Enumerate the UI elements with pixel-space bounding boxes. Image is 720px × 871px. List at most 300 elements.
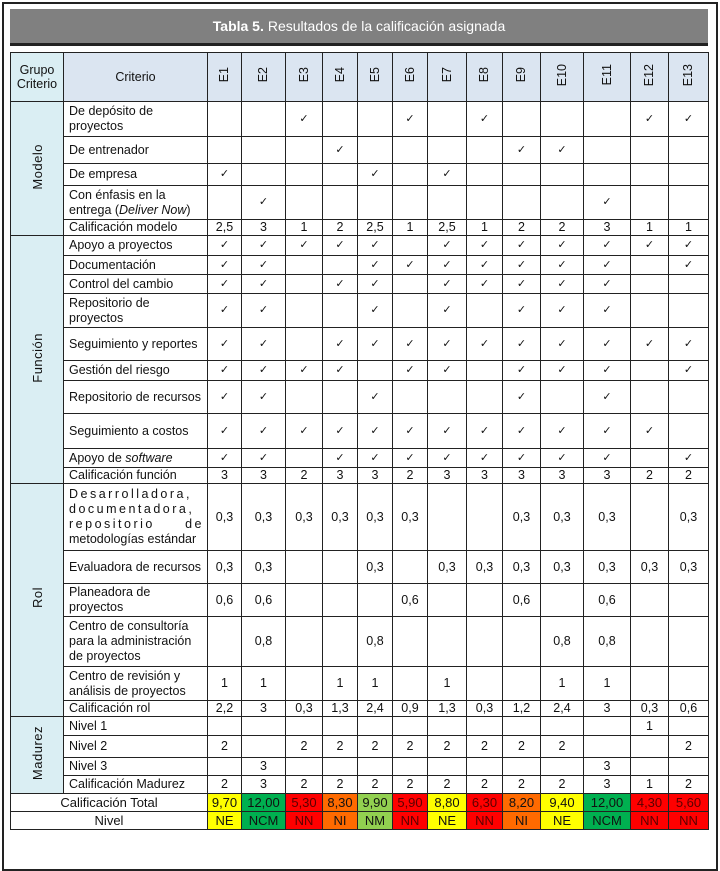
- value-cell: 0,3: [358, 484, 393, 551]
- value-cell: 2: [393, 776, 428, 794]
- check-icon: ✓: [669, 328, 709, 361]
- check-icon: ✓: [584, 328, 631, 361]
- criterio-label: [64, 361, 208, 381]
- criterio-label: [64, 717, 208, 736]
- value-cell: 2,5: [358, 220, 393, 236]
- criterio-label: [64, 102, 208, 137]
- header-e3: [286, 53, 323, 102]
- value-cell: 0,6: [584, 584, 631, 617]
- level-badge: NCM: [584, 812, 631, 830]
- value-cell: 2: [503, 776, 541, 794]
- value-cell: 3: [358, 468, 393, 484]
- value-cell: 2: [208, 736, 242, 758]
- value-cell: 2: [541, 220, 584, 236]
- value-cell: [467, 294, 503, 328]
- column-label: E3: [296, 67, 311, 83]
- check-icon: ✓: [669, 102, 709, 137]
- table-row: [11, 275, 709, 294]
- value-cell: [286, 164, 323, 186]
- check-icon: ✓: [503, 137, 541, 164]
- header-e11: [584, 53, 631, 102]
- value-cell: [503, 186, 541, 220]
- value-cell: [286, 256, 323, 275]
- value-cell: [541, 186, 584, 220]
- header-row: [11, 53, 709, 102]
- value-cell: 1: [393, 220, 428, 236]
- header-grupo: Grupo Criterio: [11, 53, 64, 102]
- value-cell: 1,3: [323, 701, 358, 717]
- total-score: 5,60: [669, 794, 709, 812]
- group-3: [11, 717, 64, 794]
- check-icon: ✓: [208, 361, 242, 381]
- header-e4: [323, 53, 358, 102]
- value-cell: 3: [467, 468, 503, 484]
- check-icon: ✓: [584, 275, 631, 294]
- value-cell: [242, 717, 286, 736]
- criterio-label: [64, 275, 208, 294]
- column-label: E11: [599, 64, 614, 86]
- caption-text: Resultados de la calificación asignada: [267, 18, 506, 34]
- value-cell: 1: [208, 667, 242, 701]
- criterio-label: [64, 551, 208, 584]
- value-cell: [669, 414, 709, 449]
- header-e8: [467, 53, 503, 102]
- label-text: Nivel 3: [69, 759, 108, 773]
- total-row-label: Calificación Total: [11, 794, 208, 812]
- value-cell: 1: [286, 220, 323, 236]
- value-cell: [323, 256, 358, 275]
- value-cell: 3: [242, 220, 286, 236]
- check-icon: ✓: [323, 275, 358, 294]
- value-cell: [393, 758, 428, 776]
- check-icon: ✓: [669, 361, 709, 381]
- value-cell: [541, 164, 584, 186]
- nivel-row-label: Nivel: [11, 812, 208, 830]
- value-cell: [503, 164, 541, 186]
- total-score: 5,30: [286, 794, 323, 812]
- group-0: [11, 102, 64, 236]
- check-icon: ✓: [467, 414, 503, 449]
- value-cell: [208, 717, 242, 736]
- value-cell: [323, 717, 358, 736]
- check-icon: ✓: [541, 414, 584, 449]
- table-row: [11, 137, 709, 164]
- value-cell: 2,2: [208, 701, 242, 717]
- value-cell: [631, 186, 669, 220]
- value-cell: [631, 736, 669, 758]
- value-cell: [428, 137, 467, 164]
- label-text: Seguimiento y reportes: [69, 336, 198, 351]
- label-text: Planeadora de proyectos: [69, 585, 151, 614]
- value-cell: [467, 484, 503, 551]
- table-row: [11, 776, 709, 794]
- check-icon: ✓: [393, 256, 428, 275]
- value-cell: [503, 667, 541, 701]
- nivel-row: [11, 812, 709, 830]
- check-icon: ✓: [208, 164, 242, 186]
- total-score: 8,20: [503, 794, 541, 812]
- label-text: Nivel 2: [69, 739, 108, 753]
- value-cell: [669, 584, 709, 617]
- check-icon: ✓: [503, 414, 541, 449]
- value-cell: 3: [242, 776, 286, 794]
- table-row: [11, 701, 709, 717]
- table-row: [11, 236, 709, 256]
- label-text: Repositorio de proyectos: [69, 295, 150, 325]
- value-cell: 1: [631, 220, 669, 236]
- column-label: E13: [681, 63, 695, 87]
- table-row: [11, 294, 709, 328]
- value-cell: 2: [467, 736, 503, 758]
- value-cell: [467, 667, 503, 701]
- label-text: Con énfasis en la entrega (: [69, 187, 166, 217]
- level-badge: NN: [393, 812, 428, 830]
- value-cell: 3: [208, 468, 242, 484]
- criterio-label: [64, 617, 208, 667]
- value-cell: [631, 484, 669, 551]
- label-text: Control del cambio: [69, 276, 174, 291]
- value-cell: 0,3: [208, 484, 242, 551]
- value-cell: 2,5: [428, 220, 467, 236]
- value-cell: 0,3: [631, 701, 669, 717]
- check-icon: ✓: [669, 449, 709, 468]
- value-cell: [428, 617, 467, 667]
- check-icon: ✓: [631, 102, 669, 137]
- label-text: Apoyo a proyectos: [69, 238, 173, 252]
- criterio-label: [64, 294, 208, 328]
- check-icon: ✓: [503, 449, 541, 468]
- check-icon: ✓: [286, 102, 323, 137]
- criterio-label: [64, 667, 208, 701]
- check-icon: ✓: [358, 275, 393, 294]
- value-cell: 0,8: [584, 617, 631, 667]
- value-cell: 0,3: [669, 484, 709, 551]
- criterio-label: [64, 449, 208, 468]
- value-cell: [503, 758, 541, 776]
- total-score: 8,30: [323, 794, 358, 812]
- value-cell: 2: [286, 736, 323, 758]
- column-label: E10: [554, 63, 569, 87]
- value-cell: 2: [467, 776, 503, 794]
- column-label: E1: [217, 67, 231, 83]
- group-label: Madurez: [29, 725, 45, 781]
- value-cell: [428, 717, 467, 736]
- value-cell: 0,3: [323, 484, 358, 551]
- total-score: 8,80: [428, 794, 467, 812]
- value-cell: 1: [358, 667, 393, 701]
- value-cell: [669, 137, 709, 164]
- check-icon: ✓: [323, 361, 358, 381]
- value-cell: 3: [242, 701, 286, 717]
- check-icon: ✓: [242, 414, 286, 449]
- check-icon: ✓: [393, 102, 428, 137]
- value-cell: 0,3: [631, 551, 669, 584]
- check-icon: ✓: [467, 328, 503, 361]
- value-cell: 1,3: [428, 701, 467, 717]
- table-row: [11, 468, 709, 484]
- check-icon: ✓: [669, 236, 709, 256]
- check-icon: ✓: [503, 275, 541, 294]
- table-row: [11, 381, 709, 414]
- value-cell: 3: [242, 758, 286, 776]
- value-cell: [631, 667, 669, 701]
- criterio-label: [64, 584, 208, 617]
- label-text: Centro de revisión y análisis de proyectos: [69, 668, 186, 698]
- check-icon: ✓: [208, 414, 242, 449]
- check-icon: ✓: [467, 275, 503, 294]
- check-icon: ✓: [323, 414, 358, 449]
- value-cell: 0,3: [467, 551, 503, 584]
- check-icon: ✓: [323, 137, 358, 164]
- total-score: 9,40: [541, 794, 584, 812]
- column-label: E5: [367, 67, 382, 83]
- level-badge: NN: [467, 812, 503, 830]
- check-icon: ✓: [428, 275, 467, 294]
- value-cell: 3: [584, 220, 631, 236]
- value-cell: [208, 186, 242, 220]
- value-cell: [393, 186, 428, 220]
- value-cell: 0,3: [669, 551, 709, 584]
- criterio-label: [64, 701, 208, 717]
- check-icon: ✓: [631, 236, 669, 256]
- label-text: Centro de consultoría para la administración de proyectos: [69, 619, 192, 663]
- value-cell: 2: [393, 468, 428, 484]
- level-badge: NCM: [242, 812, 286, 830]
- group-1: [11, 236, 64, 484]
- level-badge: NI: [503, 812, 541, 830]
- criterio-label: [64, 137, 208, 164]
- value-cell: [631, 137, 669, 164]
- value-cell: 2: [393, 736, 428, 758]
- criterio-label: [64, 736, 208, 758]
- check-icon: ✓: [208, 294, 242, 328]
- check-icon: ✓: [323, 236, 358, 256]
- value-cell: 0,3: [286, 484, 323, 551]
- column-label: E9: [514, 67, 528, 83]
- value-cell: [323, 758, 358, 776]
- table-row: [11, 617, 709, 667]
- value-cell: 2,4: [541, 701, 584, 717]
- value-cell: [286, 584, 323, 617]
- value-cell: [323, 381, 358, 414]
- criterio-label: [64, 164, 208, 186]
- column-label: E6: [402, 67, 417, 83]
- value-cell: 0,3: [393, 484, 428, 551]
- check-icon: ✓: [467, 449, 503, 468]
- check-icon: ✓: [503, 328, 541, 361]
- group-label: Rol: [29, 587, 45, 609]
- value-cell: 0,3: [541, 551, 584, 584]
- value-cell: [393, 236, 428, 256]
- value-cell: [286, 294, 323, 328]
- value-cell: [428, 186, 467, 220]
- value-cell: 2: [541, 776, 584, 794]
- check-icon: ✓: [286, 236, 323, 256]
- value-cell: 2: [631, 468, 669, 484]
- label-text: Calificación función: [69, 468, 177, 482]
- value-cell: [584, 137, 631, 164]
- check-icon: ✓: [428, 294, 467, 328]
- value-cell: 0,3: [541, 484, 584, 551]
- value-cell: [358, 361, 393, 381]
- check-icon: ✓: [503, 381, 541, 414]
- value-cell: [208, 617, 242, 667]
- table-row: [11, 102, 709, 137]
- check-icon: ✓: [584, 449, 631, 468]
- value-cell: [323, 102, 358, 137]
- value-cell: [242, 164, 286, 186]
- value-cell: 2: [323, 220, 358, 236]
- check-icon: ✓: [242, 236, 286, 256]
- check-icon: ✓: [358, 381, 393, 414]
- check-icon: ✓: [584, 186, 631, 220]
- header-e1: [208, 53, 242, 102]
- criterio-label: [64, 414, 208, 449]
- label-text: De depósito de proyectos: [69, 104, 154, 133]
- level-badge: NN: [631, 812, 669, 830]
- check-icon: ✓: [323, 328, 358, 361]
- check-icon: ✓: [358, 328, 393, 361]
- value-cell: [541, 381, 584, 414]
- check-icon: ✓: [467, 256, 503, 275]
- value-cell: 2: [358, 736, 393, 758]
- value-cell: 0,3: [358, 551, 393, 584]
- value-cell: [631, 449, 669, 468]
- value-cell: [428, 584, 467, 617]
- check-icon: ✓: [541, 236, 584, 256]
- table-row: [11, 717, 709, 736]
- group-label: Modelo: [29, 143, 45, 190]
- value-cell: 0,3: [208, 551, 242, 584]
- value-cell: 2: [286, 776, 323, 794]
- table-row: [11, 758, 709, 776]
- level-badge: NI: [323, 812, 358, 830]
- value-cell: [467, 584, 503, 617]
- value-cell: 0,3: [503, 551, 541, 584]
- value-cell: [631, 256, 669, 275]
- column-label: E8: [477, 67, 491, 83]
- value-cell: 1: [669, 220, 709, 236]
- value-cell: 0,6: [669, 701, 709, 717]
- check-icon: ✓: [242, 186, 286, 220]
- value-cell: 3: [541, 468, 584, 484]
- value-cell: [541, 717, 584, 736]
- value-cell: [358, 584, 393, 617]
- value-cell: 1: [631, 717, 669, 736]
- check-icon: ✓: [428, 414, 467, 449]
- criterio-label: [64, 328, 208, 361]
- value-cell: [631, 275, 669, 294]
- value-cell: [286, 551, 323, 584]
- check-icon: ✓: [584, 414, 631, 449]
- label-last: metodologías estándar: [69, 532, 197, 546]
- check-icon: ✓: [428, 361, 467, 381]
- value-cell: [242, 137, 286, 164]
- label-text: Apoyo de: [69, 450, 126, 465]
- value-cell: [393, 164, 428, 186]
- value-cell: [669, 381, 709, 414]
- value-cell: 0,6: [503, 584, 541, 617]
- check-icon: ✓: [393, 414, 428, 449]
- value-cell: [669, 758, 709, 776]
- label-text: Calificación rol: [69, 701, 151, 715]
- value-cell: 2: [208, 776, 242, 794]
- value-cell: [467, 617, 503, 667]
- value-cell: [669, 186, 709, 220]
- table-row: [11, 414, 709, 449]
- check-icon: ✓: [358, 294, 393, 328]
- value-cell: [631, 584, 669, 617]
- label-text: De entrenador: [69, 142, 149, 157]
- value-cell: 2: [428, 736, 467, 758]
- value-cell: [393, 617, 428, 667]
- check-icon: ✓: [541, 361, 584, 381]
- value-cell: 3: [584, 776, 631, 794]
- value-cell: [428, 102, 467, 137]
- label-text: Evaluadora de recursos: [69, 559, 202, 574]
- value-cell: [631, 361, 669, 381]
- criterio-label: [64, 381, 208, 414]
- value-cell: [503, 102, 541, 137]
- value-cell: 1: [631, 776, 669, 794]
- value-cell: [631, 294, 669, 328]
- total-score: 5,90: [393, 794, 428, 812]
- header-e9: [503, 53, 541, 102]
- value-cell: [669, 717, 709, 736]
- value-cell: [286, 617, 323, 667]
- value-cell: 2: [323, 776, 358, 794]
- value-cell: [584, 102, 631, 137]
- value-cell: 0,3: [242, 484, 286, 551]
- check-icon: ✓: [358, 256, 393, 275]
- criterio-label: [64, 186, 208, 220]
- value-cell: [358, 137, 393, 164]
- value-cell: [393, 381, 428, 414]
- value-cell: [286, 137, 323, 164]
- check-icon: ✓: [428, 449, 467, 468]
- check-icon: ✓: [541, 137, 584, 164]
- value-cell: [286, 758, 323, 776]
- value-cell: [467, 186, 503, 220]
- value-cell: [467, 164, 503, 186]
- value-cell: 0,3: [467, 701, 503, 717]
- value-cell: [208, 758, 242, 776]
- criterio-label: [64, 256, 208, 275]
- check-icon: ✓: [584, 381, 631, 414]
- value-cell: [286, 381, 323, 414]
- criterio-label: [64, 758, 208, 776]
- check-icon: ✓: [541, 328, 584, 361]
- header-e6: [393, 53, 428, 102]
- check-icon: ✓: [242, 256, 286, 275]
- value-cell: [286, 328, 323, 361]
- criterio-label: [64, 776, 208, 794]
- total-score: 4,30: [631, 794, 669, 812]
- label-text: Repositorio de recursos: [69, 389, 202, 404]
- value-cell: [208, 137, 242, 164]
- table-row: [11, 256, 709, 275]
- value-cell: 0,3: [286, 701, 323, 717]
- level-badge: NM: [358, 812, 393, 830]
- check-icon: ✓: [541, 449, 584, 468]
- value-cell: [286, 667, 323, 701]
- header-e2: [242, 53, 286, 102]
- check-icon: ✓: [631, 414, 669, 449]
- check-icon: ✓: [428, 328, 467, 361]
- value-cell: 3: [584, 468, 631, 484]
- value-cell: [631, 758, 669, 776]
- check-icon: ✓: [584, 361, 631, 381]
